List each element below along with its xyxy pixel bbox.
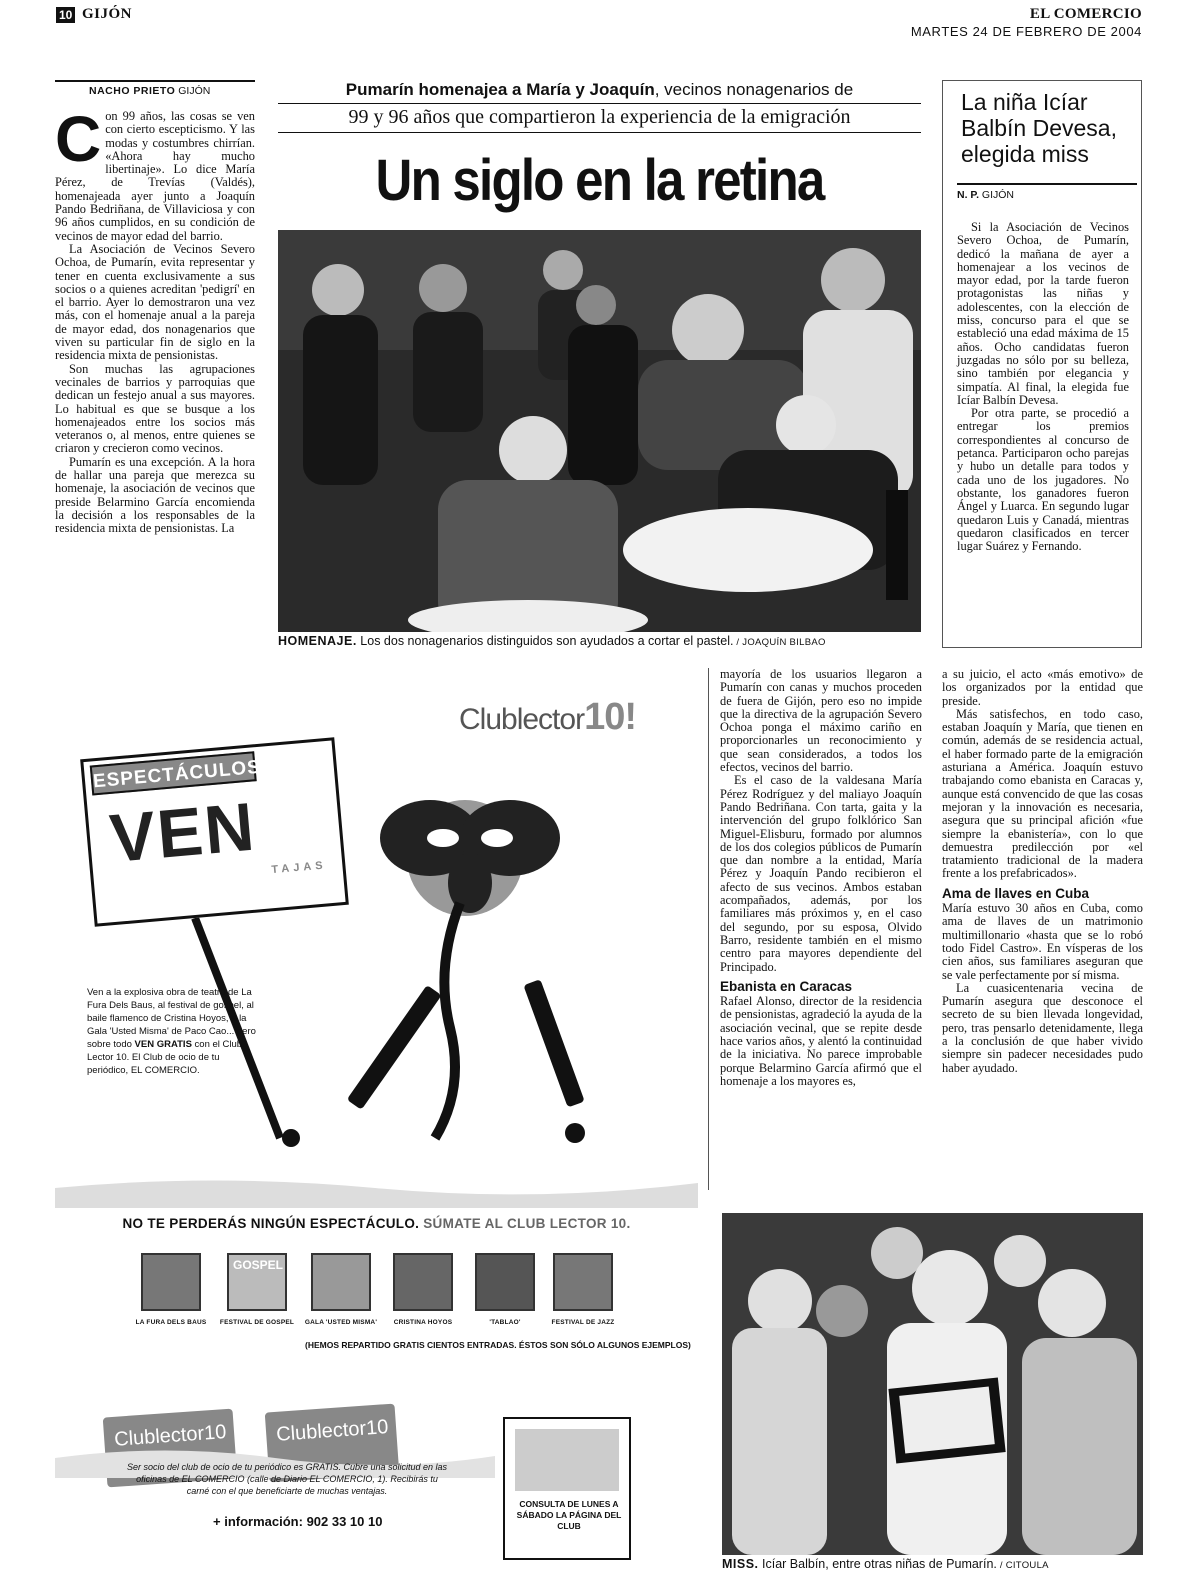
thumbnail-gospel[interactable] [227, 1253, 287, 1311]
thumbnail-label: GALA 'USTED MISMA' [304, 1319, 378, 1326]
photo-caption [278, 634, 921, 648]
consulta-text: CONSULTA DE LUNES A SÁBADO LA PÁGINA DEL CLUB [516, 1499, 622, 1531]
thumbnail-tablao[interactable] [475, 1253, 535, 1311]
thumbnail-label: LA FURA DELS BAUS [135, 1319, 207, 1326]
paragraph: mayoría de los usuarios llegaron a Pumarín con canas y muchos proceden de fuera de Gijón, pero eso no impide que la directiva de la agrupación Severo Ochoa ponga el máximo cariño en proporcionarles un reconocimiento y que sean considerados, a todos los efectos, vecinos del barrio. [720, 667, 922, 775]
caption-text: Los dos nonagenarios distinguidos son ayudados a cortar el pastel. [356, 634, 734, 648]
kicker-bold: Pumarín homenajea a María y Joaquín [345, 80, 655, 99]
sidebar-byline [957, 183, 1137, 201]
sign-sub-text: TAJAS [271, 859, 328, 877]
article-column-3 [720, 668, 922, 1088]
section-name: GIJÓN [82, 6, 133, 22]
article-column-4 [942, 668, 1143, 1075]
paragraph: Más satisfechos, en todo caso, estaban Joaquín y María, que tienen en común, además de se residencia actual, el haber formado parte de la emigración asturiana a América. Joaquín estuvo trabajando como ebanista en Caracas y, aunque está convencido de que las cosas mejoran y la innovación es necesaria, asegura que su principal afición «fue siempre la ebanistería», con lo que demuestra predilección por «el tratamiento tradicional de la madera frente a los prefabricados». [942, 706, 1143, 881]
paragraph: María estuvo 30 años en Cuba, como ama de llaves de un matrimonio multimillonario «hasta que se lo robó todo Fidel Castro». En vísperas de los cien años, sus familiares aseguran que se vale perfectamente por sí misma. [942, 901, 1143, 982]
newspaper-name: EL COMERCIO [1029, 6, 1142, 22]
paragraph: Si la Asociación de Vecinos Severo Ochoa, de Pumarín, dedicó la mañana de ayer a homenajear a los vecinos de mayor edad, por la tarde fueron protagonistas las niñas y adolescentes, con la elección de miss, concurso para el que se estableció una edad máxima de 15 años. Ocho candidatas fueron juzgadas no sólo por su belleza, sino también por elegancia y simpatía. Al final, la elegida fue Icíar Balbín Devesa. [957, 220, 1129, 407]
thumbnail-cristina-hoyos[interactable] [393, 1253, 453, 1311]
ad-tagline [55, 1216, 698, 1231]
card-text: Clublector10 [275, 1416, 390, 1446]
page-number: 10 [56, 7, 75, 23]
kicker-rest: , vecinos nonagenarios de [654, 80, 854, 99]
paragraph: on 99 años, las cosas se ven con cierto escepticismo. Y las modas y costumbres chirrían. «Ahora hay mucho libertinaje». Lo dice María Pérez, de Trevías (Valdés), homenajeada ayer junto a Joaquín Pando Bedriñana, de Villaviciosa y con 96 años cumplidos, en su condición de vecinos de mayor edad del barrio. [55, 109, 255, 243]
photo-credit: / CITOULA [996, 1560, 1049, 1571]
consulta-box[interactable] [503, 1417, 631, 1560]
sidebar-title: La niña Icíar Balbín Devesa, elegida miss [961, 89, 1117, 167]
thumbnail-fura[interactable] [141, 1253, 201, 1311]
logo-number: 10! [584, 696, 636, 738]
paragraph: La cuasicentenaria vecina de Pumarín asegura que desconoce el secreto de su bien llevada longevidad, pero, tras pensarlo detenidamente, llega a la conclusión de que haber vivido siempre sin padecer necesidades pudo haber ayudado. [942, 980, 1143, 1075]
ad-desc-part: con el Club Lector 10. El Club de ocio de tu periódico, EL COMERCIO. [87, 1039, 243, 1076]
thumbnail-label: FESTIVAL DE JAZZ [551, 1319, 615, 1326]
thumbnail-label: CRISTINA HOYOS [393, 1319, 453, 1326]
miss-photo-illustration [722, 1213, 1143, 1555]
kicker [278, 76, 921, 103]
drop-cap: C [55, 103, 102, 175]
paragraph: La Asociación de Vecinos Severo Ochoa, de Pumarín, evita representar y tener en cuenta exclusivamente a sus socios o a quienes acreditan 'pedigrí' en el barrio. Ayer lo demostraron una vez más, con el homenaje anual a la pareja de mayor edad, dos nonagenarios que viven su particular fin de siglo en la residencia mixta de pensionistas. [55, 241, 255, 363]
caption-label: HOMENAJE. [278, 634, 357, 648]
homenaje-photo [278, 230, 921, 632]
paragraph: Es el caso de la valdesana María Pérez Rodríguez y del maliayo Joaquín Pando Bedriñana. Con tarta, gaita y la intervención del grupo folklórico San Miguel-Elisburu, formado por alumnos de los dos colegios públicos de Pumarín que dan nombre a la entidad, María Pérez y Joaquín Pando recibieron el afecto de sus vecinos. Ambos estaban acompañados, además, por los familiares más próximos y, en el caso del segundo, por su esposa, Olvido Barro, residente también en el mismo centro para mayores dependiente del Principado. [720, 773, 922, 974]
paragraph: Pumarín es una excepción. A la hora de hallar una pareja que merezca su homenaje, la asociación de vecinos que preside Belarmino García encomienda la decisión a los responsables de la residencia mixta de pensionistas. La [55, 454, 255, 536]
ad-desc-bold: VEN GRATIS [134, 1039, 192, 1050]
byline-city: GIJÓN [178, 85, 211, 97]
paragraph: Rafael Alonso, director de la residencia de pensionistas, agradeció la ayuda de la asociación vecinal, que se repite desde hace varios años, y alentó la continuidad de la iniciativa. No parece improbable porque Belarmino García afirmó que el homenaje a los mayores es, [720, 994, 922, 1088]
thumbnail-gospel-text: GOSPEL [233, 1258, 284, 1272]
stick-figure-illustration [55, 668, 698, 1208]
web-page-thumbnail [515, 1429, 619, 1491]
caption-text: Icíar Balbín, entre otras niñas de Pumarín. [758, 1557, 997, 1571]
ad-fine-print: Ser socio del club de ocio de tu periódico es GRATIS. Cubre una solicitud en las oficinas de EL COMERCIO (calle de Diario EL COMERCIO, 1). Recibirás tu carné con el que beneficiarte de muchas ventajas. [127, 1462, 448, 1496]
paragraph: Son muchas las agrupaciones vecinales de barrios y parroquias que dedican un festejo anual a sus mayores. Lo habitual es que se busque a los homenajeados entre los socios más veteranos o, al menos, entre quienes se criaron y crecieron como vecinos. [55, 361, 255, 456]
publication-date: MARTES 24 DE FEBRERO DE 2004 [910, 24, 1142, 39]
sidebar-box [942, 80, 1142, 648]
ad-info-line [213, 1514, 382, 1529]
kicker-line-2: 99 y 96 años que compartieron la experiencia de la emigración [348, 106, 851, 128]
article-column-1 [55, 103, 255, 536]
sidebar-text [957, 221, 1129, 553]
miss-photo [722, 1213, 1143, 1555]
byline-author: NACHO PRIETO [89, 85, 176, 97]
homenaje-photo-illustration [278, 230, 921, 632]
logo-lector: lector [516, 703, 585, 736]
thumbnail-label: 'TABLAO' [489, 1319, 521, 1326]
sign-banner: ESPECTÁCULOS [90, 751, 257, 795]
caption-label: MISS. [722, 1557, 759, 1571]
thumbnail-jazz[interactable] [553, 1253, 613, 1311]
info-phone[interactable]: 902 33 10 10 [306, 1514, 383, 1529]
paragraph: a su juicio, el acto «más emotivo» de los organizados por la entidad que preside. [942, 667, 1143, 708]
headline: Un siglo en la retina [375, 148, 824, 213]
subheading: Ebanista en Caracas [720, 978, 853, 994]
ad-desc-part: Ven a la explosiva obra de teatro de La Fura Dels Baus, al festival de gospel, al baile flamenco de Cristina Hoyos, a la Gala 'Usted Misma' de Paco Cao... pero sobre todo [87, 987, 256, 1050]
sign-main-text: VEN [106, 788, 259, 877]
logo-club: Club [459, 703, 517, 736]
sidebar-byline-author: N. P. [957, 189, 979, 201]
club-lector-ad[interactable] [55, 668, 698, 1563]
card-text: Clublector10 [113, 1421, 228, 1451]
miss-photo-caption [722, 1557, 1143, 1571]
divider [278, 132, 921, 133]
photo-credit: / JOAQUÍN BILBAO [733, 637, 826, 648]
thumbnail-label: FESTIVAL DE GOSPEL [219, 1319, 295, 1326]
thumbnail-usted-misma[interactable] [311, 1253, 371, 1311]
sidebar-byline-city: GIJÓN [981, 189, 1014, 201]
ad-note: (HEMOS REPARTIDO GRATIS CIENTOS ENTRADAS. ÉSTOS SON SÓLO ALGUNOS EJEMPLOS) [305, 1340, 691, 1350]
byline [55, 80, 255, 97]
column-divider [708, 668, 709, 1190]
info-label: + información: [213, 1514, 303, 1529]
ad-description [87, 986, 257, 1077]
tagline-part: SÚMATE AL CLUB LECTOR 10. [419, 1216, 631, 1231]
tagline-part: NO TE PERDERÁS NINGÚN ESPECTÁCULO. [122, 1216, 420, 1231]
paragraph: Por otra parte, se procedió a entregar los premios correspondientes al concurso de petanca. Participaron ocho parejas y hubo un detalle para todos y cada uno de los jugadores. No obstante, los ganadores fueron Ángel y Luarca. En segundo lugar quedaron Luis y Canadá, mientras quedaron clasificados en tercer lugar Suárez y Fernando. [957, 406, 1129, 554]
subheading: Ama de llaves en Cuba [942, 885, 1090, 901]
ven-sign [80, 737, 349, 927]
